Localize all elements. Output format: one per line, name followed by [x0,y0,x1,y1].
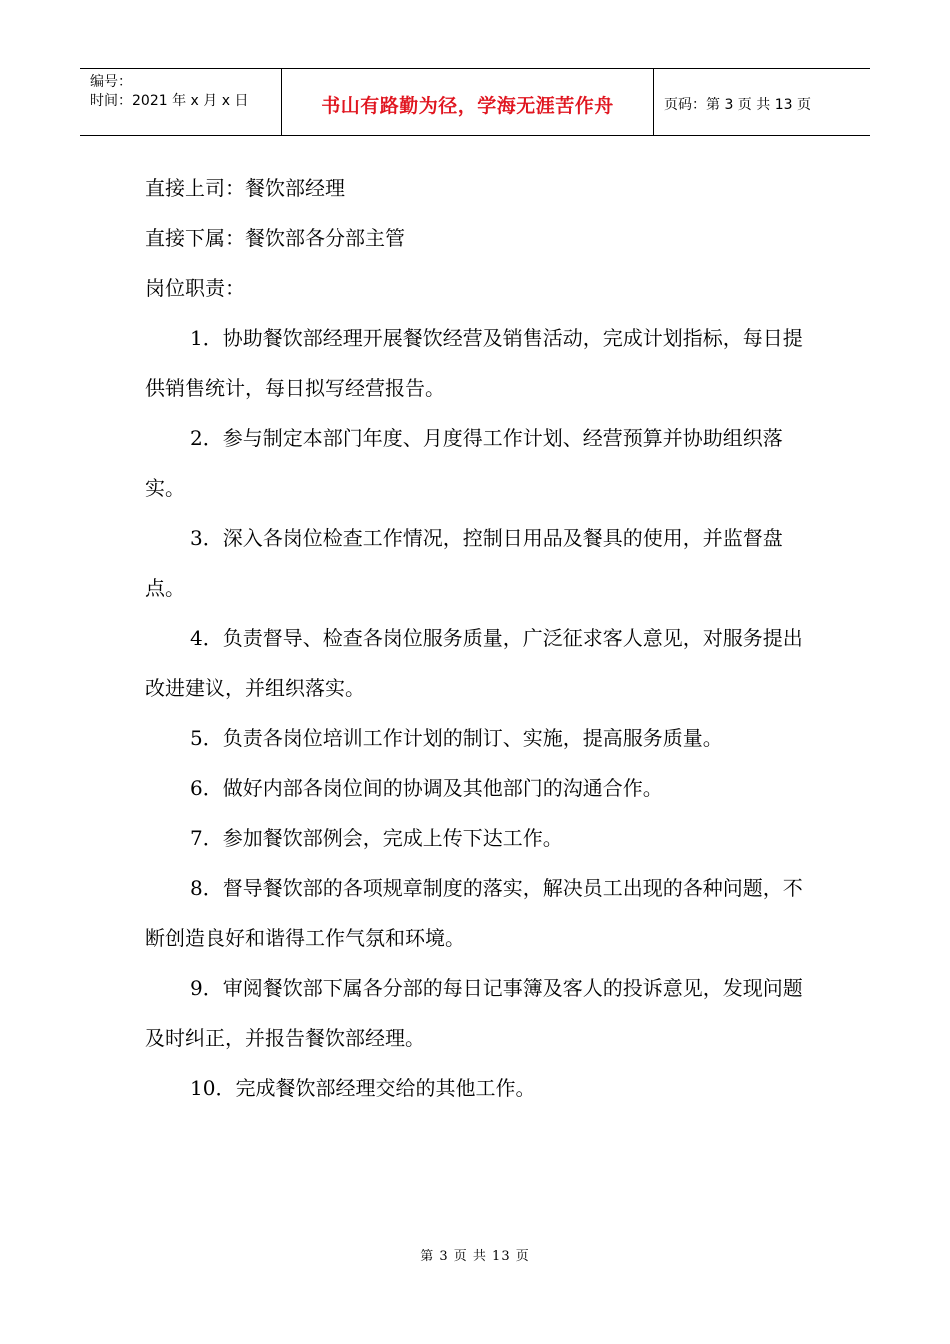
header-page-cell [654,69,870,135]
header-page-number: 页码：第 3 页 共 13 页 [664,97,811,113]
duty-item-4: 4．负责督导、检查各岗位服务质量，广泛征求客人意见，对服务提出改进建议，并组织落实。 [145,626,803,700]
duties-heading: 岗位职责： [145,276,245,300]
direct-subordinate: 直接下属：餐饮部各分部主管 [145,226,405,250]
document-body [145,163,810,1113]
duty-item-3: 3．深入各岗位检查工作情况，控制日用品及餐具的使用，并监督盘点。 [145,526,783,600]
document-header [80,68,870,136]
duty-item-7: 7．参加餐饮部例会，完成上传下达工作。 [190,826,563,850]
header-motto: 书山有路勤为径，学海无涯苦作舟 [321,94,614,117]
header-info-cell [80,69,282,135]
duty-item-6: 6．做好内部各岗位间的协调及其他部门的沟通合作。 [190,776,663,800]
document-number-label: 编号： [90,74,132,90]
duty-item-10: 10．完成餐饮部经理交给的其他工作。 [190,1076,536,1100]
duty-item-8: 8．督导餐饮部的各项规章制度的落实，解决员工出现的各种问题，不断创造良好和谐得工作气氛和环境。 [145,876,803,950]
duty-item-9: 9．审阅餐饮部下属各分部的每日记事簿及客人的投诉意见，发现问题及时纠正，并报告餐饮部经理。 [145,976,803,1050]
duty-item-2: 2．参与制定本部门年度、月度得工作计划、经营预算并协助组织落实。 [145,426,783,500]
direct-supervisor: 直接上司：餐饮部经理 [145,176,345,200]
document-time-label: 时间：2021 年 x 月 x 日 [90,93,249,109]
header-motto-cell [282,69,654,135]
page-footer: 第 3 页 共 13 页 [420,1249,530,1264]
duty-item-5: 5．负责各岗位培训工作计划的制订、实施，提高服务质量。 [190,726,723,750]
duty-item-1: 1．协助餐饮部经理开展餐饮经营及销售活动，完成计划指标，每日提供销售统计，每日拟写经营报告。 [145,326,803,400]
